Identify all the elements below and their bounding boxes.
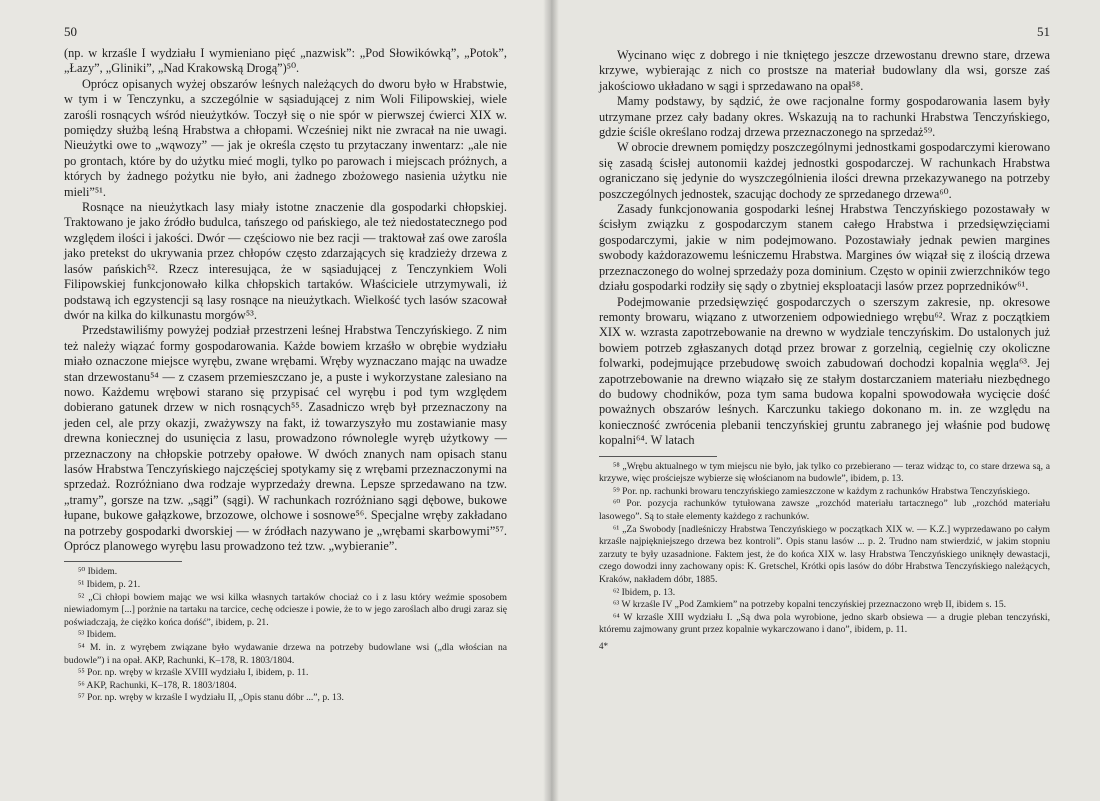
paragraph: Przedstawiliśmy powyżej podział przestrzeni leśnej Hrabstwa Tenczyńskiego. Z nim też należy wiązać formy gospodarowania. Każde bowiem krzaśło w obrębie wydziału miało oznaczone miejsce wyrębu, zwane wrębami. Wręby wyznaczano mając na uwadze stan drzewostanu⁵⁴ — z czasem przemieszczano je, a puste i wykorzystane zalesiano na nowo. Każdemu wrębowi starano się przypisać cel wyrębu i pod tym względem dobierano gatunek drzew w nich rosnących⁵⁵. Zasadniczo wręb był przeznaczony na jeden cel, ale przy okazji, zważywszy na fakt, iż towarzyszyło mu zostawianie masy drewna koniecznej do usunięcia z lasu, prowadzono równolegle wyręb użytkowy — przeznaczony na chłopskie potrzeby opałowe. W dwóch znanych nam opisach stanu lasów Hrabstwa Tenczyńskiego najczęściej spotykamy się z wrębami przeznaczonymi na sprzedaż. Rozróżniano dwa rodzaje wyprzedaży drewna. Lepsze sprzedawano na tzw. „tramy”, gorsze na tzw. „sągi” (sągi). W rachunkach rozróżniano sągi dębowe, bukowe łupane, bukowe gałązkowe, brzozowe, olchowe i sosnowe⁵⁶. Specjalne wręby zakładano na potrzeby gospodarki dworskiej — w źródłach nazywano je „wrębami skarbowymi”⁵⁷. Oprócz planowego wyrębu lasu prowadzono też tzw. „wybieranie”. — [64, 323, 507, 553]
book-gutter — [543, 0, 559, 801]
footnote: ⁵⁸ „Wrębu aktualnego w tym miejscu nie było, jak tylko co przebierano — teraz widząc to, co stare drzewa są, a krzywe, więc prościejsze wybierze się włościanom na budowle”, ibidem, p. 13. — [599, 460, 1050, 485]
footnote: ⁵² „Ci chłopi bowiem mając we wsi kilka własnych tartaków chociaż co i z lasu który weźmie sposobem niewiadomym [...] porżnie na tartaku na tarcice, cechę odciesze i powie, że to w jego zaroślach albo drugi zaraz się poświadczają, że ciężko końca dońść”, ibidem, p. 21. — [64, 591, 507, 628]
footnote-rule — [599, 456, 717, 457]
footnote: ⁵⁰ Ibidem. — [78, 566, 118, 578]
paragraph: Oprócz opisanych wyżej obszarów leśnych należących do dworu było w Hrabstwie, w tym i w Tenczynku, a szczególnie w sąsiadującej z nim Woli Filipowskiej, wiele zarośli rosnących wśród nieużytków. Toczył się o nie spór w pierwszej ćwierci XIX w. pomiędzy służbą leśną Hrabstwa a chłopami. Wcześniej nikt nie zwracał na nie uwagi. Nieużytki owe to „wąwozy” — jak je określa często tu przytaczany inwentarz: „ale nie po grontach, które by do użytku mieć mogli, tylko po parowach i miejscach próżnych, a których by żadnego pożytku nie było, ani żadnego zbożowego nasienia użytku nie mieli”⁵¹. — [64, 76, 507, 199]
footnote: ⁵⁶ AKP, Rachunki, K–178, R. 1803/1804. — [78, 679, 237, 691]
page-number: 51 — [1037, 24, 1050, 39]
footnote: ⁵⁴ M. in. z wyrębem związane było wydawanie drzewa na potrzeby budowlane wsi („dla włościan na budowle”) i na opał. AKP, Rachunki, K–178, R. 1803/1804. — [64, 641, 507, 666]
paragraph: Zasady funkcjonowania gospodarki leśnej Hrabstwa Tenczyńskiego pozostawały w ścisłym związku z gospodarczym stanem całego Hrabstwa i przedsięwzięciami gospodarczymi, jakie w nim podejmowano. Pozostawiały jednak pewien margines swobody każdorazowemu leśniczemu Hrabstwa. Margines ów wiązał się z ilością drzewa przeznaczonego do wolnej sprzedaży poza dominium. Często w opinii zwierzchników tego działu gospodarki rodziły się sądy o zbytniej eksploatacji lasów przez poprzedników⁶¹. — [599, 202, 1050, 294]
paragraph: Mamy podstawy, by sądzić, że owe racjonalne formy gospodarowania lasem były utrzymane przez cały badany okres. Wskazują na to rachunki Hrabstwa Tenczyńskiego, gdzie ściśle określano rodzaj drzewa przeznaczonego na sprzedaż⁵⁹. — [599, 94, 1050, 140]
footnotes — [64, 566, 507, 705]
footnote: ⁵⁷ Por. np. wręby w krzaśle I wydziału II, „Opis stanu dóbr ...”, p. 13. — [78, 692, 344, 704]
footnotes — [599, 461, 1050, 637]
footnote: ⁶¹ „Za Swobody [nadleśniczy Hrabstwa Tenczyńskiego w początkach XIX w. — K.Z.] wyprzedawano po całym krzaśle najpiękniejszego drzewa bez kontroli”. Opis stanu lasów ... p. 2. Trudno nam stwierdzić, w jakim stopniu zarzuty te były uzasadnione. Faktem jest, że do końca XIX w. lasy Hrabstwa Tenczyńskiego uniknęły dewastacji, czego dowodzi inny zachowany opis: K. Gretschel, Krótki opis lasów do dóbr Hrabstwa Tenczyńskiego należących, Kraków, nakładem dóbr, 1885. — [599, 523, 1050, 585]
page-number: 50 — [64, 24, 77, 39]
paragraph: Podejmowanie przedsięwzięć gospodarczych o szerszym zakresie, np. okresowe remonty browaru, wiązano z utworzeniem odpowiedniego wrębu⁶². Wraz z początkiem XIX w. wzrasta zapotrzebowanie na drewno w wydziale tenczyńskim. Do ustalonych już bowiem potrzeb zgłaszanych dotąd przez browar z gorzelnią, cegielnię czy okoliczne folwarki, podejmujące przebudowę swoich zabudowań dochodzi kopalnia węgla⁶³. Jej zapotrzebowanie na drewno wiązało się ze stałym dostarczaniem materiału niezbędnego do budowy chodników, poza tym sama budowa kopalni spowodowała wycięcie dość poważnych obszarów leśnych. Karczunku takiego dokonano m. in. ze względu na konieczność zwrócenia plebanii tenczyńskiej gruntu zabranego jej właśnie pod budowę kopalni⁶⁴. W latach — [599, 294, 1050, 448]
footnote: ⁶⁰ Por. pozycja rachunków tytułowana zawsze „rozchód materiału tartacznego” lub „rozchód materiału lasowego”. Są to stałe elementy każdego z rachunków. — [599, 498, 1050, 522]
page-body — [64, 46, 507, 554]
right-page — [545, 0, 1100, 801]
paragraph: (np. w krzaśle I wydziału I wymieniano pięć „nazwisk”: „Pod Słowikówką”, „Potok”, „Łazy”, „Gliniki”, „Nad Krakowską Drogą”)⁵⁰. — [64, 46, 507, 76]
page-body — [599, 48, 1050, 449]
footnote: ⁶⁴ W krzaśle XIII wydziału I. „Są dwa pola wyrobione, jedno skarb obsiewa — a drugie pleban tenczyński, któremu zajmowany grunt przez kopalnie wykarczowano i dano”, ibidem, p. 11. — [599, 611, 1050, 636]
paragraph: Wycinano więc z dobrego i nie tkniętego jeszcze drzewostanu drewno stare, drzewa krzywe, wybierając z nich co prostsze na materiał budowlany dla wsi, gorsze zaś jakościowo układano w sągi i sprzedawano na opał⁵⁸. — [599, 48, 1050, 93]
signature-mark: 4* — [599, 640, 608, 651]
footnote: ⁶² Ibidem, p. 13. — [613, 586, 676, 598]
footnote: ⁵³ Ibidem. — [78, 629, 117, 641]
paragraph: W obrocie drewnem pomiędzy poszczególnymi jednostkami gospodarczymi kierowano się zasadą ścisłej autonomii każdej jednostki gospodarczej. W rachunkach Hrabstwa ograniczano się jedynie do wyszczególnienia ilości drewna przekazywanego na potrzeby poszczególnych jednostek, szacując dochody ze sprzedanego drzewa⁶⁰. — [599, 140, 1050, 201]
footnote: ⁶³ W krzaśle IV „Pod Zamkiem” na potrzeby kopalni tenczyńskiej przeznaczono wręb II, ibidem s. 15. — [613, 599, 1007, 611]
paragraph: Rosnące na nieużytkach lasy miały istotne znaczenie dla gospodarki chłopskiej. Traktowano je jako źródło budulca, tańszego od pańskiego, ale też niedostatecznego pod względem ilości i jakości. Dwór — częściowo nie bez racji — traktował zaś owe zarośla jako pretekst do ukrywania przez chłopów często zdarzających się kradzieży drzewa z lasów pańskich⁵². Rzecz interesująca, że w sąsiadującej z Tenczynkiem Woli Filipowskiej funkcjonowało kilka chłopskich tartaków. Właściciele utrzymywali, iż podstawą ich egzystencji są lasy rosnące na nieużytkach. Wielkość tych lasów szacował dwór na kilka do kilkunastu morgów⁵³. — [64, 200, 507, 322]
footnote-rule — [64, 561, 182, 562]
footnote: ⁵⁹ Por. np. rachunki browaru tenczyńskiego zamieszczone w każdym z rachunków Hrabstwa Tenczyńskiego. — [613, 485, 1030, 497]
left-page — [0, 0, 545, 801]
footnote: ⁵¹ Ibidem, p. 21. — [78, 579, 141, 590]
footnote: ⁵⁵ Por. np. wręby w krzaśle XVIII wydziału I, ibidem, p. 11. — [78, 667, 309, 679]
